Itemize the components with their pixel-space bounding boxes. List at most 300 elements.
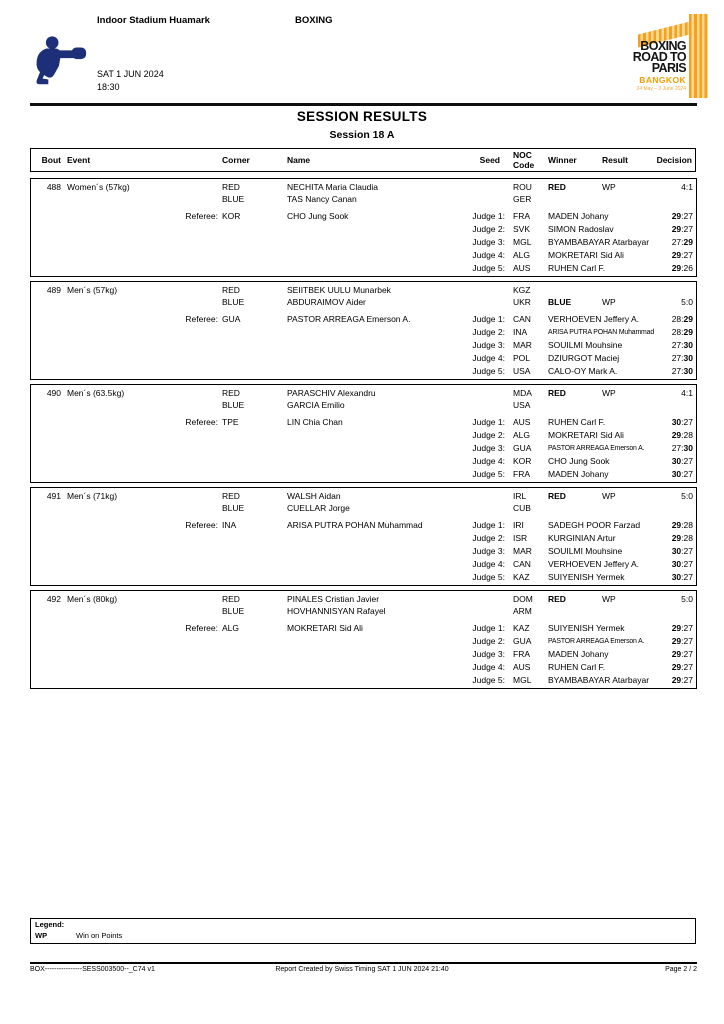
logo-line3: PARIS [651,61,686,75]
judge-name: SOUILMI Mouhsine [548,546,623,556]
boxer-icon [27,33,89,91]
decision-value: 5:0 [681,297,693,307]
score-red: 30 [671,417,682,427]
judge-noc: INA [513,327,528,337]
score-blue: 27 [683,623,693,633]
blue-corner-row [31,400,696,412]
score-separator: : [681,559,684,569]
red-corner-row [31,594,696,606]
judge-label: Judge 5: [472,572,505,582]
legend-code: WP [35,931,48,940]
judge-score [672,224,693,235]
judge4-row [31,559,696,571]
logo-dates: 24 May – 3 June 2024 [636,86,686,92]
judge3-row [31,443,696,455]
judge-label: Judge 3: [472,443,505,453]
col-noc-line1: NOC [513,150,532,160]
referee-label: Referee: [185,314,218,324]
judge-name: PASTOR ARREAGA Emerson A. [548,638,645,645]
score-separator: : [681,417,684,427]
score-blue: 27 [683,417,693,427]
judge4-row [31,662,696,674]
score-separator: : [681,353,684,363]
judge-name: VERHOEVEN Jeffery A. [548,559,640,569]
footer-created-by: Report Created by Swiss Timing SAT 1 JUN 2024 21:40 [275,966,449,973]
score-red: 29 [671,662,682,672]
judge-noc: FRA [513,211,530,221]
judge-noc: POL [513,353,531,363]
judge-name: RUHEN Carl F. [548,662,606,672]
judge-name: DZIURGOT Maciej [548,353,620,363]
bout-number: 489 [46,285,61,295]
red-corner-label: RED [222,285,240,295]
red-corner-row [31,491,696,503]
score-blue: 27 [683,636,693,646]
judge-name: MADEN Johany [548,211,609,221]
judge-name: KURGINIAN Artur [548,533,616,543]
footer-report-code: BOX----------------SESS003500--_C74 v1 [30,966,155,973]
judge-label: Judge 2: [472,636,505,646]
judge5-row [31,366,696,378]
judge-noc: KOR [513,456,532,466]
judge-label: Judge 1: [472,314,505,324]
score-blue: 29 [683,237,693,247]
score-red: 30 [671,469,682,479]
judge-name: MOKRETARI Sid Ali [548,250,624,260]
judge5-row [31,263,696,275]
judge-label: Judge 1: [472,520,505,530]
judge-noc: MGL [513,675,532,685]
score-blue: 27 [683,662,693,672]
blue-corner-label: BLUE [222,400,245,410]
judge-label: Judge 5: [472,469,505,479]
blue-noc-code: CUB [513,503,531,513]
judge2-row [31,636,696,648]
referee-and-judge1-row [31,211,696,223]
score-separator: : [681,430,684,440]
judge2-row [31,533,696,545]
judge3-row [31,340,696,352]
judge-name: RUHEN Carl F. [548,417,606,427]
score-separator: : [681,366,684,376]
judge-score [672,469,693,480]
referee-label: Referee: [185,211,218,221]
winner-value: RED [548,491,566,501]
red-boxer-name: PINALES Cristian Javier [287,594,380,604]
judge-score [672,314,693,325]
judge-score [672,559,693,570]
footer-rule [30,962,697,964]
blue-noc-code: UKR [513,297,531,307]
judge-score [672,533,693,544]
referee-label: Referee: [185,623,218,633]
score-red: 28 [671,327,682,337]
event-name: Men´s (80kg) [67,594,118,604]
result-value: WP [602,491,616,501]
judge-name: VERHOEVEN Jeffery A. [548,314,640,324]
judge-name: BYAMBABAYAR Atarbayar [548,237,650,247]
judge4-row [31,456,696,468]
judge-noc: MAR [513,340,532,350]
score-red: 27 [671,237,682,247]
judge-noc: USA [513,366,531,376]
judge-name: SUIYENISH Yermek [548,572,625,582]
score-blue: 28 [683,430,693,440]
score-red: 29 [671,211,682,221]
referee-name: PASTOR ARREAGA Emerson A. [287,314,411,324]
judge-noc: ISR [513,533,528,543]
red-noc-code: DOM [513,594,533,604]
boxing-pictogram-icon [27,33,89,96]
score-red: 30 [671,572,682,582]
judge-score [672,237,693,248]
score-separator: : [681,623,684,633]
judge4-row [31,353,696,365]
judge-label: Judge 1: [472,211,505,221]
score-red: 29 [671,675,682,685]
judge3-row [31,546,696,558]
score-separator: : [681,675,684,685]
judge-noc: GUA [513,636,532,646]
logo-city: BANGKOK [639,75,686,85]
decision-value: 5:0 [681,594,693,604]
red-boxer-name: WALSH Aidan [287,491,341,501]
judge-noc: GUA [513,443,532,453]
score-separator: : [681,443,684,453]
score-red: 29 [671,623,682,633]
session-time: 18:30 [97,82,120,92]
score-blue: 27 [683,224,693,234]
judge-noc: AUS [513,662,531,672]
judge3-row [31,649,696,661]
result-value: WP [602,297,616,307]
blue-boxer-name: CUELLAR Jorge [287,503,350,513]
judge-label: Judge 1: [472,623,505,633]
referee-name: CHO Jung Sook [287,211,349,221]
winner-value: RED [548,594,566,604]
judge-name: PASTOR ARREAGA Emerson A. [548,445,645,452]
decision-value: 4:1 [681,182,693,192]
result-value: WP [602,182,616,192]
red-noc-code: ROU [513,182,532,192]
score-red: 29 [671,649,682,659]
score-blue: 27 [683,546,693,556]
bout-result-block [30,487,697,586]
judge-label: Judge 3: [472,546,505,556]
score-separator: : [681,636,684,646]
bout-result-block [30,590,697,689]
red-boxer-name: SEIITBEK UULU Munarbek [287,285,391,295]
col-name: Name [287,155,311,165]
judge-label: Judge 5: [472,675,505,685]
red-boxer-name: NECHITA Maria Claudia [287,182,379,192]
judge-label: Judge 4: [472,559,505,569]
referee-name: LIN Chia Chan [287,417,343,427]
blue-corner-row [31,194,696,206]
score-blue: 30 [683,353,693,363]
col-result: Result [602,155,628,165]
red-corner-label: RED [222,491,240,501]
judge-noc: MGL [513,237,532,247]
bout-number: 492 [46,594,61,604]
judge-name: CHO Jung Sook [548,456,610,466]
winner-value: BLUE [548,297,572,307]
legend-box [30,918,696,944]
judge-name: BYAMBABAYAR Atarbayar [548,675,650,685]
score-red: 29 [671,533,682,543]
score-blue: 27 [683,456,693,466]
footer-page-number: Page 2 / 2 [665,966,697,973]
red-corner-label: RED [222,388,240,398]
red-noc-code: MDA [513,388,532,398]
judge-label: Judge 4: [472,353,505,363]
red-corner-row [31,285,696,297]
score-separator: : [681,263,684,273]
decision-value: 5:0 [681,491,693,501]
judge3-row [31,237,696,249]
judge2-row [31,327,696,339]
logo-line2: ROAD TO [632,50,686,64]
blue-boxer-name: ABDURAIMOV Aider [287,297,366,307]
score-separator: : [681,572,684,582]
referee-noc: GUA [222,314,241,324]
bout-number: 490 [46,388,61,398]
judge-score [672,340,693,351]
score-blue: 30 [683,340,693,350]
score-red: 27 [671,353,682,363]
judge-score [672,353,693,364]
col-seed: Seed [479,155,500,165]
score-red: 30 [671,456,682,466]
judge-name: RUHEN Carl F. [548,263,606,273]
judge-noc: FRA [513,469,530,479]
judge-score [672,211,693,222]
score-blue: 27 [683,649,693,659]
page-title: SESSION RESULTS [296,109,428,124]
referee-name: MOKRETARI Sid Ali [287,623,363,633]
judge-noc: CAN [513,559,531,569]
score-red: 30 [671,559,682,569]
judge-noc: IRI [513,520,524,530]
legend-meaning: Win on Points [76,931,123,940]
score-red: 27 [671,340,682,350]
event-name: Men´s (57kg) [67,285,118,295]
legend-title: Legend: [35,920,65,929]
score-red: 29 [671,263,682,273]
score-separator: : [681,327,684,337]
score-red: 30 [671,546,682,556]
judge5-row [31,572,696,584]
judge-label: Judge 2: [472,327,505,337]
judge-noc: MAR [513,546,532,556]
score-blue: 30 [683,366,693,376]
winner-value: RED [548,388,566,398]
judge-score [672,263,693,274]
judge-score [672,430,693,441]
red-corner-row [31,182,696,194]
blue-corner-label: BLUE [222,606,245,616]
judge-label: Judge 3: [472,340,505,350]
blue-noc-code: USA [513,400,531,410]
bout-number: 488 [46,182,61,192]
referee-and-judge1-row [31,417,696,429]
header-divider-rule [30,103,697,106]
score-blue: 29 [683,314,693,324]
judge-score [672,250,693,261]
blue-corner-label: BLUE [222,503,245,513]
referee-name: ARISA PUTRA POHAN Muhammad [287,520,423,530]
bout-result-block [30,178,697,277]
event-logo [598,12,712,104]
col-bout: Bout [41,155,61,165]
judge-score [672,636,693,647]
bout-result-block [30,384,697,483]
judge-noc: AUS [513,417,531,427]
judge-score [672,456,693,467]
col-noc-code [513,151,534,170]
referee-and-judge1-row [31,520,696,532]
sport-name: BOXING [295,15,333,26]
score-separator: : [681,237,684,247]
red-noc-code: IRL [513,491,527,501]
score-blue: 27 [683,572,693,582]
judge-label: Judge 5: [472,366,505,376]
blue-corner-row [31,606,696,618]
judge-name: SIMON Radoslav [548,224,614,234]
blue-boxer-name: TAS Nancy Canan [287,194,357,204]
score-red: 28 [671,314,682,324]
event-name: Women´s (57kg) [67,182,130,192]
judge-label: Judge 3: [472,649,505,659]
score-blue: 29 [683,327,693,337]
score-separator: : [681,469,684,479]
judge-noc: SVK [513,224,531,234]
judge-label: Judge 5: [472,263,505,273]
judge-name: MADEN Johany [548,649,609,659]
logo-text [633,41,686,92]
score-blue: 27 [683,469,693,479]
referee-noc: KOR [222,211,241,221]
score-blue: 30 [683,443,693,453]
session-date: SAT 1 JUN 2024 [97,69,164,79]
score-separator: : [681,456,684,466]
judge5-row [31,675,696,687]
score-separator: : [681,649,684,659]
judge-name: SOUILMI Mouhsine [548,340,623,350]
judge-label: Judge 4: [472,662,505,672]
judge-label: Judge 2: [472,430,505,440]
winner-value: RED [548,182,566,192]
blue-boxer-name: HOVHANNISYAN Rafayel [287,606,386,616]
judge-score [672,675,693,686]
blue-noc-code: ARM [513,606,532,616]
col-noc-line2: Code [513,159,535,170]
referee-and-judge1-row [31,314,696,326]
judge-name: ARISA PUTRA POHAN Muhammad [548,329,654,336]
score-red: 27 [671,443,682,453]
score-red: 29 [671,520,682,530]
col-event: Event [67,155,91,165]
judge-label: Judge 2: [472,224,505,234]
result-value: WP [602,594,616,604]
bout-result-block [30,281,697,380]
red-noc-code: KGZ [513,285,531,295]
judge-noc: KAZ [513,572,530,582]
judge-name: SUIYENISH Yermek [548,623,625,633]
result-value: WP [602,388,616,398]
blue-noc-code: GER [513,194,532,204]
score-blue: 26 [683,263,693,273]
judge-score [672,366,693,377]
event-name: Men´s (63.5kg) [67,388,125,398]
blue-corner-label: BLUE [222,194,245,204]
score-separator: : [681,250,684,260]
referee-noc: ALG [222,623,240,633]
bout-number: 491 [46,491,61,501]
score-red: 29 [671,224,682,234]
judge-label: Judge 2: [472,533,505,543]
score-blue: 27 [683,211,693,221]
score-blue: 28 [683,533,693,543]
score-red: 29 [671,430,682,440]
col-decision: Decision [656,155,692,165]
red-corner-label: RED [222,182,240,192]
score-separator: : [681,224,684,234]
score-red: 27 [671,366,682,376]
logo-stripe-column [689,14,708,98]
table-header [30,148,696,172]
decision-value: 4:1 [681,388,693,398]
judge-score [672,546,693,557]
judge-score [672,520,693,531]
judge2-row [31,430,696,442]
col-corner: Corner [222,155,250,165]
blue-corner-row [31,503,696,515]
score-separator: : [681,340,684,350]
session-subtitle: Session 18 A [329,129,395,141]
referee-and-judge1-row [31,623,696,635]
blue-boxer-name: GARCIA Emilio [287,400,345,410]
referee-label: Referee: [185,520,218,530]
score-separator: : [681,662,684,672]
score-blue: 27 [683,559,693,569]
score-separator: : [681,533,684,543]
judge4-row [31,250,696,262]
score-blue: 28 [683,520,693,530]
event-name: Men´s (71kg) [67,491,118,501]
judge-score [672,572,693,583]
referee-noc: INA [222,520,237,530]
col-winner: Winner [548,155,577,165]
referee-noc: TPE [222,417,239,427]
score-separator: : [681,546,684,556]
judge-noc: ALG [513,250,531,260]
judge-score [672,443,693,454]
judge-name: CALO-OY Mark A. [548,366,618,376]
judge-score [672,623,693,634]
score-blue: 27 [683,675,693,685]
venue-name: Indoor Stadium Huamark [97,15,210,26]
blue-corner-row [31,297,696,309]
referee-label: Referee: [185,417,218,427]
judge-label: Judge 1: [472,417,505,427]
logo-line1: BOXING [640,39,686,53]
judge-noc: AUS [513,263,531,273]
judge-score [672,649,693,660]
red-boxer-name: PARASCHIV Alexandru [287,388,376,398]
score-separator: : [681,211,684,221]
judge5-row [31,469,696,481]
